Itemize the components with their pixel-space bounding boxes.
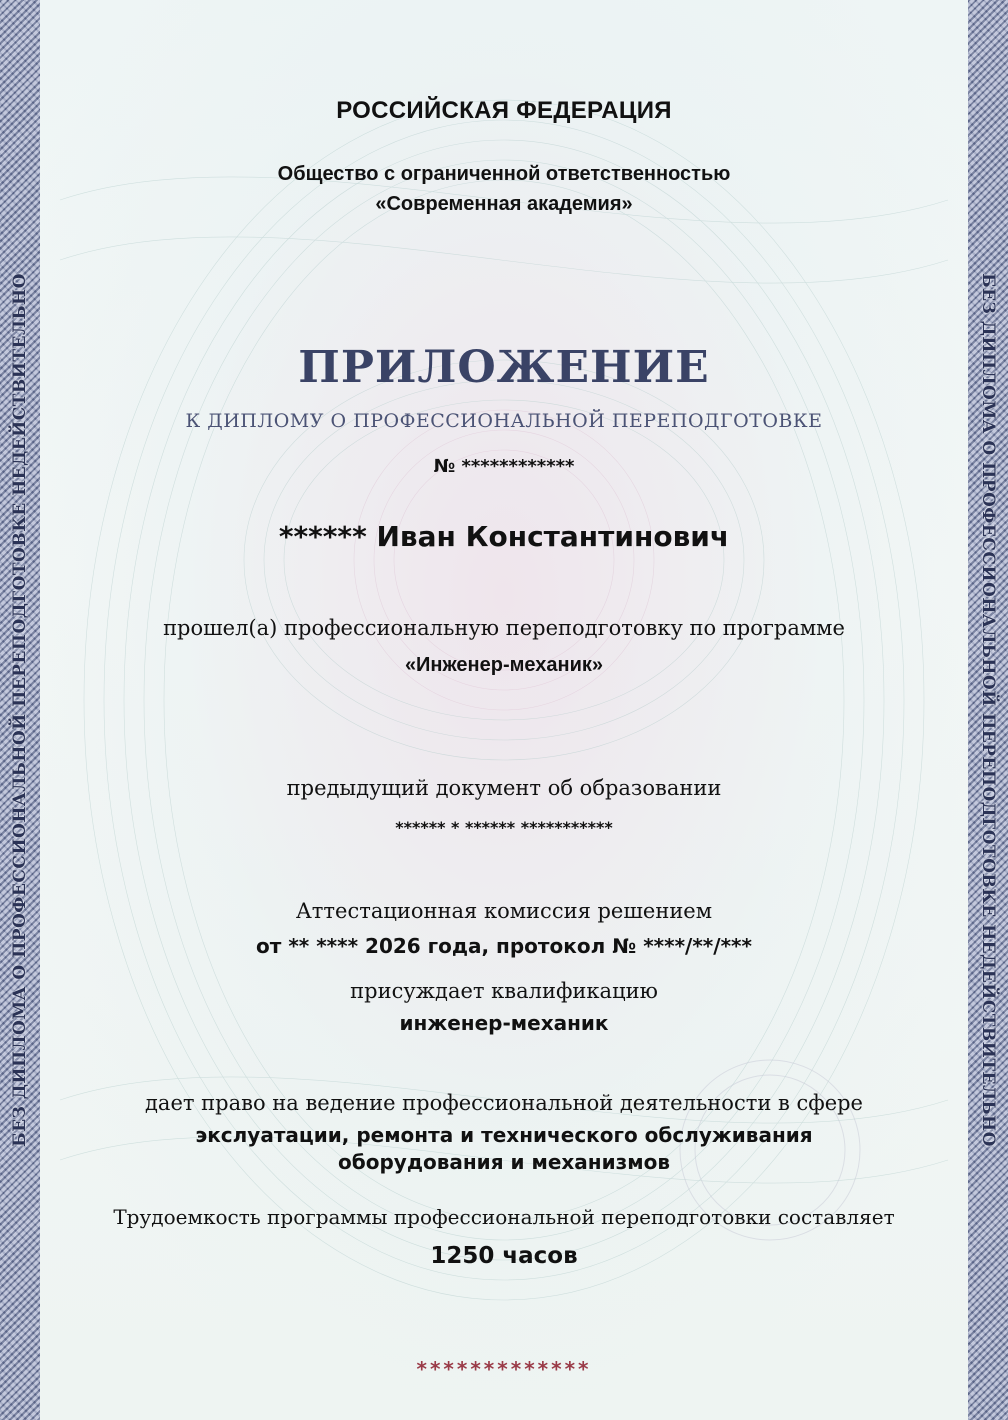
commission-decision: от ** **** 2026 года, протокол № ****/**/***	[256, 934, 752, 958]
document-title: ПРИЛОЖЕНИЕ	[298, 342, 710, 393]
holder-full-name: ****** Иван Константинович	[278, 520, 730, 553]
left-border-text: БЕЗ ДИПЛОМА О ПРОФЕССИОНАЛЬНОЙ ПЕРЕПОДГОТОВКЕ НЕДЕЙСТВИТЕЛЬНО	[10, 273, 30, 1147]
serial-number: *************	[416, 1357, 592, 1381]
rights-label: дает право на ведение профессиональной деятельности в сфере	[145, 1091, 863, 1115]
qualification-name: инженер-механик	[399, 1011, 609, 1035]
previous-document-value: ****** * ****** ***********	[395, 818, 613, 837]
program-name: «Инженер-механик»	[404, 654, 604, 676]
labor-hours: 1250 часов	[430, 1243, 578, 1269]
commission-label: Аттестационная комиссия решением	[295, 899, 713, 923]
program-passed-text: прошел(а) профессиональную переподготовку по программе	[163, 616, 845, 640]
organization-name: «Современная академия»	[375, 193, 633, 215]
country-heading: РОССИЙСКАЯ ФЕДЕРАЦИЯ	[336, 97, 672, 124]
document-number: № ************	[433, 456, 575, 477]
sphere-line-2: оборудования и механизмов	[338, 1150, 670, 1174]
right-border-text: БЕЗ ДИПЛОМА О ПРОФЕССИОНАЛЬНОЙ ПЕРЕПОДГОТОВКЕ НЕДЕЙСТВИТЕЛЬНО	[978, 273, 998, 1147]
sphere-line-1: экслуатации, ремонта и технического обслуживания	[195, 1123, 813, 1147]
awards-qualification-text: присуждает квалификацию	[350, 979, 658, 1003]
document-subtitle: К ДИПЛОМУ О ПРОФЕССИОНАЛЬНОЙ ПЕРЕПОДГОТОВКЕ	[185, 410, 823, 432]
previous-document-label: предыдущий документ об образовании	[286, 776, 722, 800]
organization-type: Общество с ограниченной ответственностью	[277, 163, 731, 185]
labor-intensity-label: Трудоемкость программы профессиональной переподготовки составляет	[113, 1205, 895, 1229]
